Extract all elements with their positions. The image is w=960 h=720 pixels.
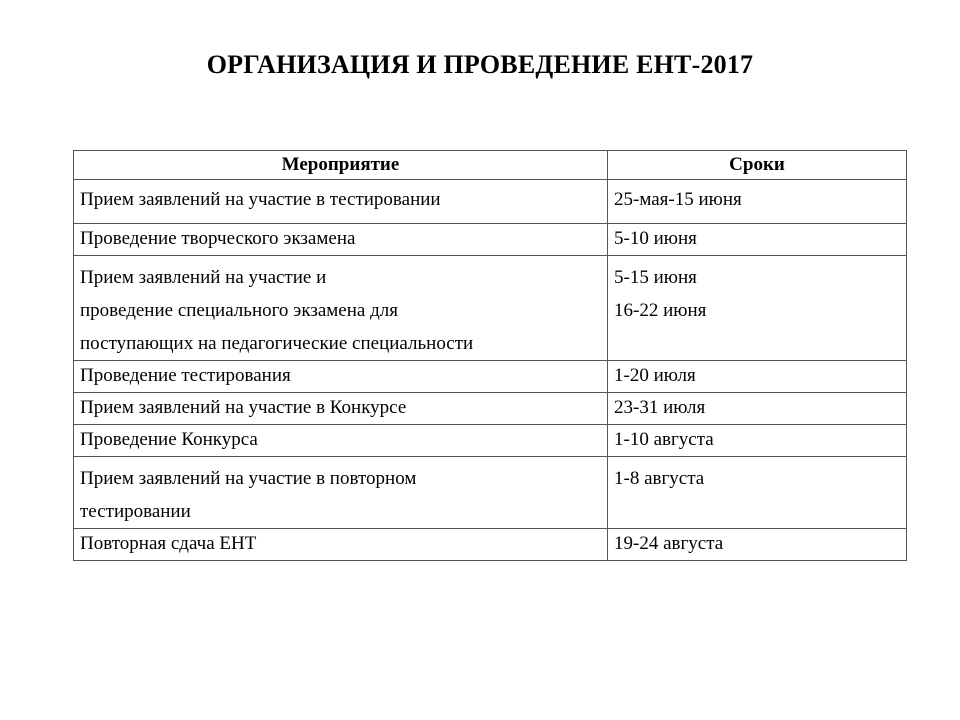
event-text: Прием заявлений на участие в повторном [80, 468, 417, 489]
event-text: Проведение тестирования [80, 365, 291, 386]
schedule-table [73, 150, 907, 561]
date-cell [608, 425, 907, 457]
table-row [74, 425, 907, 457]
event-cell [74, 224, 608, 256]
event-cell [74, 393, 608, 425]
date-text: 19-24 августа [614, 533, 724, 554]
table-row [74, 457, 907, 529]
event-text: Прием заявлений на участие в Конкурсе [80, 397, 407, 418]
date-text: 5-15 июня [614, 267, 697, 288]
date-cell [608, 361, 907, 393]
event-cell [74, 256, 608, 361]
event-text: тестировании [80, 501, 191, 522]
event-cell [74, 180, 608, 224]
date-cell [608, 224, 907, 256]
date-cell [608, 180, 907, 224]
date-text: 1-20 июля [614, 365, 696, 386]
date-text: 5-10 июня [614, 228, 697, 249]
table-row [74, 393, 907, 425]
table-row [74, 180, 907, 224]
event-text: Проведение творческого экзамена [80, 228, 356, 249]
date-text: 16-22 июня [614, 300, 707, 321]
event-text: Прием заявлений на участие и [80, 267, 327, 288]
event-cell [74, 529, 608, 561]
date-cell [608, 529, 907, 561]
table-row [74, 529, 907, 561]
date-cell [608, 457, 907, 529]
table-row [74, 224, 907, 256]
column-header-date: Сроки [608, 151, 907, 180]
table-header-row [74, 151, 907, 180]
event-cell [74, 457, 608, 529]
event-cell [74, 425, 608, 457]
date-text: 25-мая-15 июня [614, 189, 742, 210]
table-row [74, 256, 907, 361]
date-text: 1-8 августа [614, 468, 705, 489]
event-cell [74, 361, 608, 393]
date-text: 1-10 августа [614, 429, 714, 450]
event-text: Проведение Конкурса [80, 429, 258, 450]
table-row [74, 361, 907, 393]
event-text: Прием заявлений на участие в тестировании [80, 189, 441, 210]
page-title: ОРГАНИЗАЦИЯ И ПРОВЕДЕНИЕ ЕНТ-2017 [206, 50, 754, 79]
event-text: проведение специального экзамена для [80, 300, 398, 321]
date-cell [608, 256, 907, 361]
column-header-event: Мероприятие [74, 151, 608, 180]
event-text: поступающих на педагогические специальности [80, 333, 474, 354]
date-text: 23-31 июля [614, 397, 706, 418]
date-cell [608, 393, 907, 425]
event-text: Повторная сдача ЕНТ [80, 533, 257, 554]
